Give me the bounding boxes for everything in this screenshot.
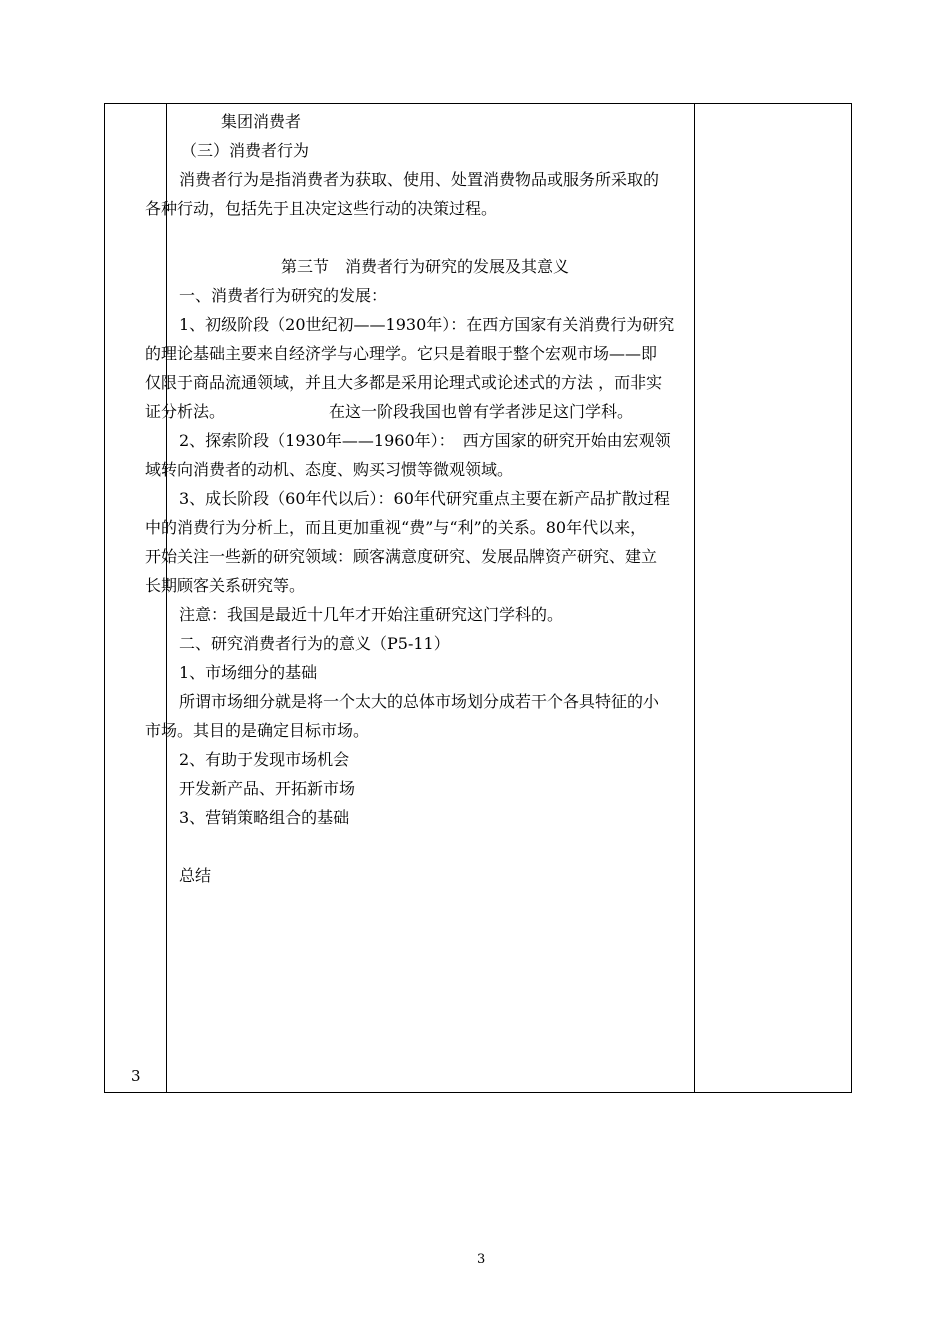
text-line: 3、营销策略组合的基础	[179, 808, 350, 827]
text-line: 开发新产品、开拓新市场	[179, 779, 356, 798]
text-line: 证分析法。 在这一阶段我国也曾有学者涉足这门学科。	[145, 402, 634, 421]
text-line: 2、有助于发现市场机会	[179, 750, 350, 769]
text-line: 的理论基础主要来自经济学与心理学。它只是着眼于整个宏观市场——即	[145, 344, 658, 363]
text-line: 3、成长阶段（60年代以后）：60年代研究重点主要在新产品扩散过程	[179, 489, 670, 508]
text-line: 集团消费者	[221, 112, 302, 131]
text-line: 二、研究消费者行为的意义（P5-11）	[179, 634, 450, 653]
text-line: 开始关注一些新的研究领域：顾客满意度研究、发展品牌资产研究、建立	[145, 547, 658, 566]
text-line: 1、市场细分的基础	[179, 663, 318, 682]
text-line: 一、消费者行为研究的发展：	[179, 286, 388, 305]
row-number: 3	[131, 1067, 141, 1085]
page-number: 3	[477, 1252, 486, 1267]
text-line: 所谓市场细分就是将一个太大的总体市场划分成若干个各具特征的小	[179, 692, 660, 711]
text-line: （三）消费者行为	[181, 141, 310, 160]
text-line: 长期顾客关系研究等。	[145, 576, 306, 595]
text-line: 消费者行为是指消费者为获取、使用、处置消费物品或服务所采取的	[179, 170, 660, 189]
text-line: 第三节 消费者行为研究的发展及其意义	[281, 257, 570, 276]
text-line: 市场。其目的是确定目标市场。	[145, 721, 370, 740]
text-line: 1、初级阶段（20世纪初——1930年）：在西方国家有关消费行为研究	[179, 315, 675, 334]
column-divider-right	[694, 104, 695, 1092]
lesson-table	[104, 103, 852, 1093]
text-line: 总结	[179, 866, 212, 885]
text-line: 域转向消费者的动机、态度、购买习惯等微观领域。	[145, 460, 514, 479]
text-line: 注意：我国是最近十几年才开始注重研究这门学科的。	[179, 605, 564, 624]
text-line: 2、探索阶段（1930年——1960年）： 西方国家的研究开始由宏观领	[179, 431, 671, 450]
text-line: 中的消费行为分析上，而且更加重视“费”与“利”的关系。80年代以来，	[145, 518, 647, 537]
text-line: 仅限于商品流通领域，并且大多都是采用论理式或论述式的方法 ，而非实	[145, 373, 663, 392]
text-line: 各种行动，包括先于且决定这些行动的决策过程。	[145, 199, 498, 218]
